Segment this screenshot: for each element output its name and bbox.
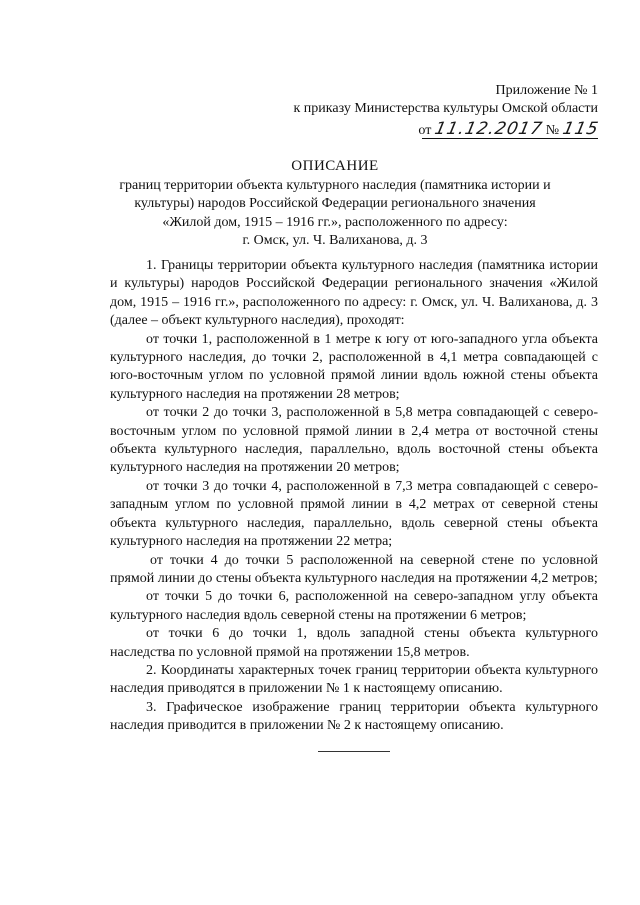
- paragraph-point-3-4: от точки 3 до точки 4, расположенной в 7,3 метра совпадающей с северо-западным углом по условной прямой линии в 4,2 метрах от северной стены объекта культурного наследия, параллельно, вдоль северной стены объекта культурного наследия на протяжении 22 метра;: [110, 478, 598, 550]
- title-line: культуры) народов Российской Федерации регионального значения: [134, 196, 536, 211]
- paragraph-point-2-3: от точки 2 до точки 3, расположенной в 5,8 метра совпадающей с северо-восточным углом по условной прямой линии в 2,4 метра от восточной стены объекта культурного наследия, параллельно, вдоль восточной стены объекта культурного наследия на протяжении 20 метров;: [110, 405, 598, 476]
- order-underline: [422, 138, 598, 139]
- paragraph-point-5-6: от точки 5 до точки 6, расположенной на северо-западном углу объекта культурного наследия вдоль северной стены на протяжении 6 метров;: [110, 589, 598, 623]
- paragraph-coordinates: 2. Координаты характерных точек границ территории объекта культурного наследия приводятся в приложении № 1 к настоящему описанию.: [110, 662, 598, 697]
- title-line: «Жилой дом, 1915 – 1916 гг.», расположенного по адресу:: [162, 214, 508, 230]
- handwritten-date: 11.12.2017: [432, 119, 545, 139]
- order-date-number: [218, 119, 601, 142]
- appendix-header: [218, 82, 601, 142]
- paragraph-boundaries: 1. Границы территории объекта культурного наследия (памятника истории и культуры) народов Российской Федерации регионального значения «Жилой дом, 1915 – 1916 гг.», расположенного по адресу: г. Омск, ул. Ч. Валиханова, д. 3 (далее – объект культурного наследия), проходят:: [110, 258, 598, 329]
- paragraph-point-1-2: от точки 1, расположенной в 1 метре к югу от юго-западного угла объекта культурного наследия, до точки 2, расположенной в 4,1 метра совпадающей с юго-восточным углом по условной прямой линии вдоль южной стены объекта культурного наследия на протяжении 28 метров;: [110, 331, 598, 402]
- paragraph-point-4-5: от точки 4 до точки 5 расположенной на северной стене по условной прямой линии до стены объекта культурного наследия на протяжении 4,2 метров;: [110, 552, 598, 586]
- paragraph-graphic: 3. Графическое изображение границ территории объекта культурного наследия приводится в приложении № 2 к настоящему описанию.: [110, 699, 598, 734]
- document-title: [90, 157, 580, 251]
- paragraph-point-6-1: от точки 6 до точки 1, вдоль западной стены объекта культурного наследства по условной прямой на протяжении 15,8 метров.: [110, 626, 598, 660]
- appendix-number: Приложение № 1: [495, 83, 598, 98]
- from-label: от: [418, 123, 432, 138]
- number-label: №: [545, 123, 560, 138]
- title-heading: ОПИСАНИЕ: [291, 158, 379, 174]
- document-body: [110, 257, 598, 736]
- appendix-order-reference: к приказу Министерства культуры Омской области: [293, 101, 598, 116]
- title-line: границ территории объекта культурного наследия (памятника истории и: [119, 177, 551, 193]
- handwritten-number: 115: [560, 119, 601, 139]
- title-line: г. Омск, ул. Ч. Валиханова, д. 3: [242, 233, 428, 248]
- end-divider: [318, 751, 390, 752]
